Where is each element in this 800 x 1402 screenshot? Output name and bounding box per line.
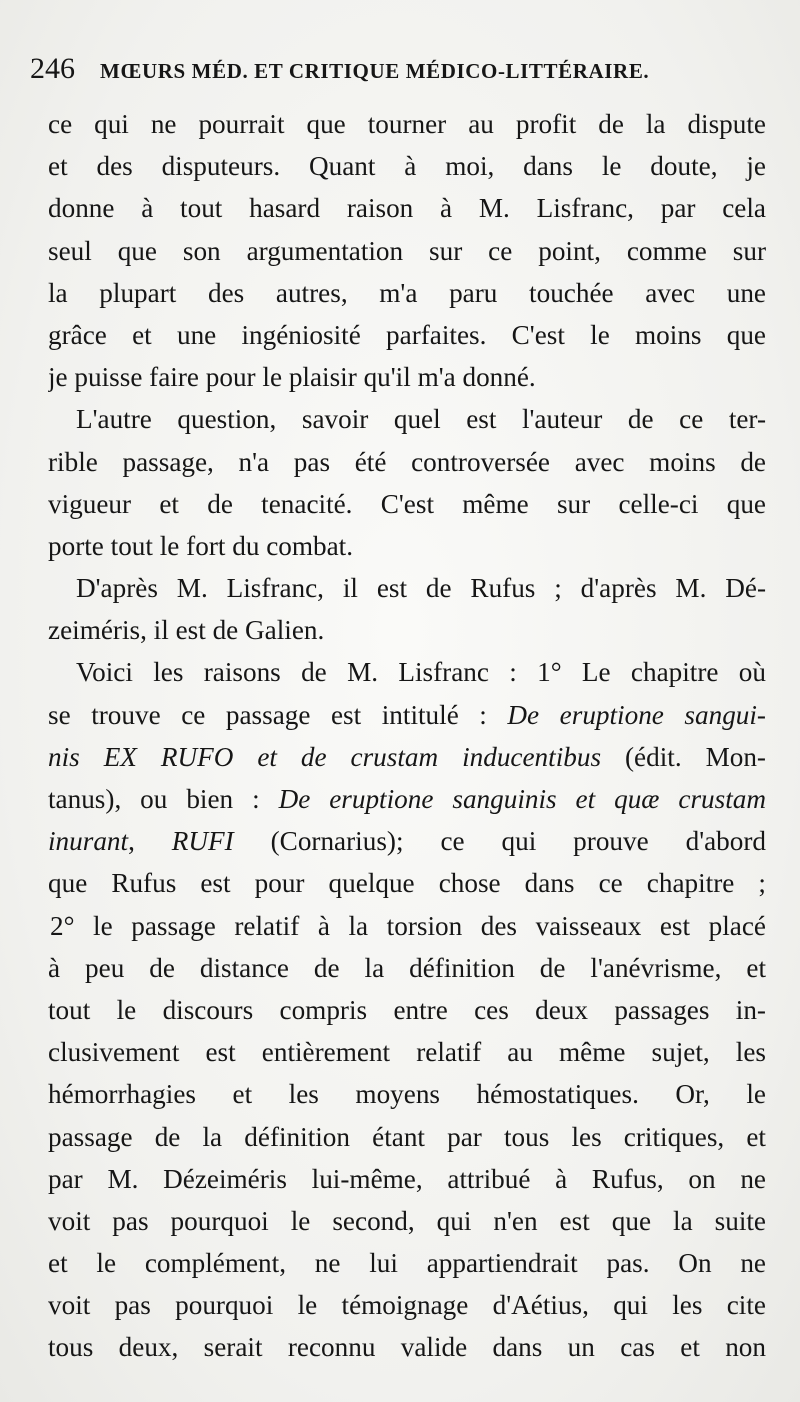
text-fragment: , [128,826,172,857]
text-line: grâce et une ingéniosité parfaites. C'est le moins que [48,319,766,350]
text-line [48,694,766,736]
text-line [48,736,766,778]
text-line: hémorrhagies et les moyens hémostatiques. Or, le [48,1079,766,1110]
text-line: voit pas pourquoi le second, qui n'en est que la suite [48,1205,766,1236]
text-line: D'après M. Lisfranc, il est de Rufus ; d'après M. Dé- [76,573,766,604]
page-header [30,52,770,92]
text-line: ce qui ne pourrait que tourner au profit de la dispute [48,109,766,139]
text-line: et des disputeurs. Quant à moi, dans le doute, je [48,151,766,182]
text-line [48,820,766,862]
body-text [48,103,766,1369]
text-line: voit pas pourquoi le témoignage d'Aétius, qui les cite [48,1290,766,1321]
text-line: L'autre question, savoir quel est l'auteur de ce ter- [76,404,766,435]
text-line: zeiméris, il est de Galien. [48,615,325,646]
italic-title-fragment: De eruptione sanguinis et quæ crustam [278,784,766,814]
running-head: MŒURS MÉD. ET CRITIQUE MÉDICO-LITTÉRAIRE. [100,59,650,83]
text-line: et le complément, ne lui appartiendrait pas. On ne [48,1248,766,1279]
text-line: Voici les raisons de M. Lisfranc : 1° Le chapitre où [76,657,766,688]
text-line: clusivement est entièrement relatif au même sujet, les [48,1037,766,1068]
text-line: 2° le passage relatif à la torsion des vaisseaux est placé [50,910,766,941]
text-line: je puisse faire pour le plaisir qu'il m'a donné. [48,362,536,393]
text-line: seul que son argumentation sur ce point, comme sur [48,235,766,266]
italic-title-fragment: nis EX RUFO et de crustam inducentibus [48,741,602,772]
italic-author-fragment: RUFI [171,826,234,857]
text-line [48,778,766,820]
text-fragment: se trouve ce passage est intitulé : [48,699,508,730]
text-line: à peu de distance de la définition de l'anévrisme, et [48,952,766,983]
page-number: 246 [30,52,75,85]
italic-title-fragment: De eruptione sangui- [507,699,766,730]
text-line: par M. Dézeiméris lui-même, attribué à Rufus, on ne [48,1163,766,1194]
text-fragment: (édit. Mon- [601,741,766,772]
italic-title-fragment: inurant [48,826,129,857]
text-line: tout le discours compris entre ces deux passages in- [48,994,766,1025]
text-fragment: (Cornarius); ce qui prouve d'abord [233,826,766,857]
text-line: porte tout le fort du combat. [48,530,354,561]
text-line: que Rufus est pour quelque chose dans ce chapitre ; [48,868,766,899]
text-line: tous deux, serait reconnu valide dans un cas et non [48,1332,766,1363]
text-line: vigueur et de tenacité. C'est même sur celle-ci que [48,488,766,519]
text-line: donne à tout hasard raison à M. Lisfranc, par cela [48,193,766,224]
text-line: la plupart des autres, m'a paru touchée avec une [48,277,766,308]
text-line: passage de la définition étant par tous les critiques, et [48,1121,766,1152]
text-fragment: tanus), ou bien : [48,784,279,814]
text-line: rible passage, n'a pas été controversée avec moins de [48,446,766,477]
